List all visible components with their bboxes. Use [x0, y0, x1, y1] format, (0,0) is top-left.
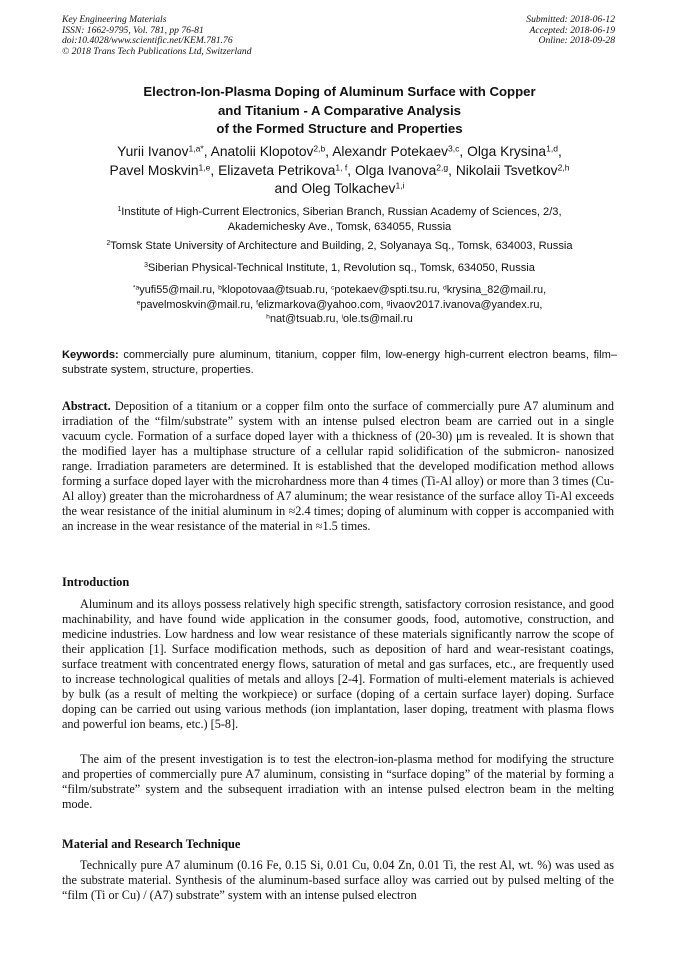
author-affiliation-mark: 1,d: [546, 143, 558, 154]
affiliation-number: 2: [106, 240, 111, 248]
author-affiliation-mark: 1, f: [335, 161, 348, 172]
author-name: Elizaveta Petrikova: [218, 162, 336, 178]
author-affiliation-mark: 3,c: [448, 143, 460, 154]
online-date: Online: 2018-09-28: [538, 35, 615, 47]
paper-title: [62, 83, 617, 139]
email-address: pavelmoskvin@mail.ru: [140, 298, 251, 311]
author-name: Olga Ivanova: [354, 162, 437, 178]
keywords-section: [62, 348, 617, 377]
author-affiliation-mark: 1,i: [395, 180, 405, 191]
affiliation-1: [62, 205, 617, 235]
email-address: potekaev@spti.tsu.ru: [334, 284, 437, 296]
issn-line: ISSN: 1662-9795, Vol. 781, pp 76-81: [62, 24, 204, 36]
emails-line-3: $^h$nat@tsuab.ru, $^i$ole.ts@mail.ru: [266, 313, 413, 326]
author-name: Yurii Ivanov: [117, 144, 189, 159]
affiliation-3: [62, 261, 617, 276]
author-name: Oleg Tolkachev: [301, 181, 396, 196]
affiliation-number: 3: [144, 262, 148, 270]
author-conjunction: and: [274, 181, 302, 196]
affiliation-number: 1: [117, 206, 122, 214]
journal-name: Key Engineering Materials: [62, 14, 167, 25]
author-name: Anatolii Klopotov: [210, 144, 314, 159]
email-address: yufi55@mail.ru: [139, 284, 213, 296]
authors-line-3: [62, 180, 617, 199]
author-separator: ,: [203, 144, 211, 159]
affiliation-2: [62, 239, 617, 254]
abstract-label: Abstract.: [62, 399, 111, 413]
keywords-label: Keywords:: [62, 349, 119, 361]
section-heading-introduction: Introduction: [62, 575, 130, 589]
author-separator: ,: [347, 162, 355, 178]
author-separator: ,: [448, 162, 456, 178]
author-name: Nikolaii Tsvetkov: [455, 162, 558, 178]
email-mark: c: [331, 284, 335, 292]
title-line-2: and Titanium - A Comparative Analysis: [217, 102, 462, 118]
introduction-paragraph-1: Aluminum and its alloys possess relatively high specific strength, satisfactory corrosion resistance, and good machinability, and have found wide application in the consumer goods, food, automotive, construction, and medicine industries. Low hardness and low wear resistance of these materials significantly narrow the scope of their application [1]. Surface modification methods, such as deposition of hard and wear-resistant coatings, surface treatment with concentrated energy flows, saturation of metal and gas surfaces, etc., are frequently used to increase technological qualities of metals and alloys [2-4]. Formation of multi-element materials is achieved by bulk (as a result of melting the workpiece) or surface (doping of a certain surface layer) doping. Surface doping can be carried out using various methods (ion implantation, laser doping, treatment with plasma flows and powerful ion beams, etc.) [5-8].: [62, 597, 614, 732]
publication-dates: [526, 15, 615, 47]
email-address: krysina_82@mail.ru: [446, 284, 544, 296]
copyright-line: © 2018 Trans Tech Publications Ltd, Switzerland: [62, 45, 252, 57]
submitted-date: Submitted: 2018-06-12: [526, 14, 615, 25]
affiliation-text: Institute of High-Current Electronics, Siberian Branch, Russian Academy of Sciences, 2/3,: [121, 206, 562, 218]
author-name: Olga Krysina: [467, 144, 547, 159]
author-list: [62, 143, 617, 199]
author-name: Alexandr Potekaev: [332, 144, 449, 159]
author-emails: [62, 283, 617, 327]
email-address: elizmarkova@yahoo.com: [258, 298, 381, 311]
journal-info: [62, 15, 252, 57]
email-mark: *a: [132, 284, 140, 292]
author-affiliation-mark: 1,a*: [188, 143, 204, 154]
email-address: klopotovaa@tsuab.ru: [221, 284, 325, 296]
section-heading-materials: Material and Research Technique: [62, 837, 241, 851]
author-affiliation-mark: 1,e: [198, 161, 211, 172]
title-line-1: Electron-Ion-Plasma Doping of Aluminum Surface with Copper: [143, 84, 536, 99]
author-separator: ,: [459, 144, 468, 159]
affiliation-text: Siberian Physical-Technical Institute, 1, Revolution sq., Tomsk, 634050, Russia: [147, 262, 535, 274]
emails-line-2: $^e$pavelmoskvin@mail.ru, $^f$elizmarkova@yahoo.com, $^g$ivaov2017.ivanova@yandex.ru,: [136, 298, 543, 311]
email-mark: b: [218, 284, 222, 292]
email-mark: d: [442, 284, 447, 292]
author-separator: ,: [557, 144, 562, 159]
email-mark: f: [256, 298, 259, 306]
author-name: Pavel Moskvin: [109, 162, 199, 178]
author-affiliation-mark: 2,b: [313, 143, 326, 154]
keywords-text: commercially pure aluminum, titanium, copper film, low-energy high-current electron beams, film–substrate system, structure, properties.: [62, 349, 617, 376]
title-line-3: of the Formed Structure and Properties: [216, 121, 463, 136]
materials-paragraph-1: Technically pure A7 aluminum (0.16 Fe, 0.15 Si, 0.01 Cu, 0.04 Zn, 0.01 Ti, the rest Al, wt. %) was used as the substrate material. Synthesis of the aluminum-based surface alloy was carried out by pulsed melting of the “film (Ti or Cu) / (A7) substrate” system with an intense pulsed electron: [62, 858, 614, 903]
email-address: ivaov2017.ivanova@yandex.ru: [390, 298, 540, 311]
affiliation-text-cont: Akademichesky Ave., Tomsk, 634055, Russia: [227, 220, 452, 233]
authors-line-2: [62, 162, 617, 181]
authors-line-1: [62, 143, 617, 162]
author-separator: ,: [325, 144, 333, 159]
email-address: nat@tsuab.ru: [269, 313, 336, 326]
author-separator: ,: [210, 162, 219, 178]
abstract-text: Deposition of a titanium or a copper film onto the surface of commercially pure A7 aluminum and irradiation of the “film/substrate” system with an intense pulsed electron beam are carried out in a single vacuum cycle. Formation of a surface doped layer with a thickness of (20-30) μm is revealed. It is shown that the modified layer has a multiphase structure of a cellular rapid solidification of the submicron- nanosized range. Irradiation parameters are determined. It is established that the developed modification method allows forming a surface doped layer with the microhardness more than 4 times (Ti-Al alloy) or more than 3 times (Cu-Al alloy) greater than the microhardness of A7 aluminum; the wear resistance of the surface alloy Ti-Al exceeds the wear resistance of the initial aluminum in ≈2.4 times; doping of aluminum with copper is accompanied with an increase in the wear resistance of the material in ≈1.5 times.: [62, 399, 614, 534]
email-address: ole.ts@mail.ru: [343, 313, 413, 326]
doi-line: doi:10.4028/www.scientific.net/KEM.781.76: [62, 35, 233, 47]
accepted-date: Accepted: 2018-06-19: [529, 24, 615, 36]
author-affiliation-mark: 2,g: [436, 161, 449, 172]
affiliation-text: Tomsk State University of Architecture and Building, 2, Solyanaya Sq., Tomsk, 634003, Russia: [110, 240, 573, 252]
email-mark: e: [136, 298, 141, 306]
email-mark: i: [341, 313, 344, 321]
introduction-paragraph-2: The aim of the present investigation is to test the electron-ion-plasma method for modifying the structure and properties of commercially pure A7 aluminum, consisting in “surface doping” of the material by forming a “film/substrate” system and the subsequent irradiation with an intense pulsed electron beam in the melting mode.: [62, 752, 614, 812]
abstract: [62, 399, 614, 534]
author-affiliation-mark: 2,h: [557, 161, 570, 172]
email-mark: g: [386, 298, 391, 306]
emails-line-1: $^{*a}$yufi55@mail.ru, $^b$klopotovaa@tsuab.ru, $^c$potekaev@spti.tsu.ru, $^d$krysina_82@mail.ru,: [132, 284, 547, 296]
email-mark: h: [266, 313, 270, 321]
